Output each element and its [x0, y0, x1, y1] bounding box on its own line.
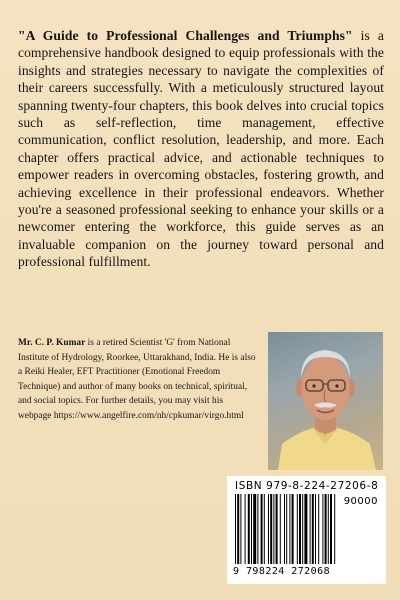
isbn-label: ISBN 979-8-224-27206-8 — [235, 480, 379, 492]
book-description — [18, 27, 384, 271]
barcode-digits: 9 798224 272068 — [233, 566, 331, 577]
author-name: Mr. C. P. Kumar — [18, 338, 86, 348]
author-bio — [18, 336, 256, 424]
price-addon-code: 90000 — [343, 496, 378, 507]
author-photo — [268, 332, 383, 470]
description-text: is a comprehensive handbook designed to equip professionals with the insights and strategies necessary to navigate the complexities of their careers successfully. With a meticulously structured layout spanning twenty-four chapters, this book delves into crucial topics such as self-reflection, time management, effective communication, conflict resolution, leadership, and more. Each chapter offers practical advice, and actionable techniques to empower readers in overcoming obstacles, fostering growth, and achieving excellence in their professional endeavors. Whether you're a seasoned professional seeking to enhance your skills or a newcomer entering the workforce, this guide serves as an invaluable companion on the journey toward personal and professional fulfillment. — [18, 28, 384, 270]
barcode-bars — [235, 494, 343, 566]
isbn-barcode-box — [227, 476, 386, 584]
book-title: A Guide to Professional Challenges and Triumphs — [25, 28, 345, 43]
author-portrait-image — [268, 332, 383, 470]
author-bio-text: is a retired Scientist 'G' from National Institute of Hydrology, Roorkee, Uttarakhand, India. He is also a Reiki Healer, EFT Practitioner (Emotional Freedom Technique) and author of many books on technical, spiritual, and social topics. For further details, you may visit his webpage https://www.angelfire.com/nh/cpkumar/virgo.html — [18, 338, 256, 421]
book-title-quote: "A Guide to Professional Challenges and Triumphs" — [18, 28, 353, 43]
